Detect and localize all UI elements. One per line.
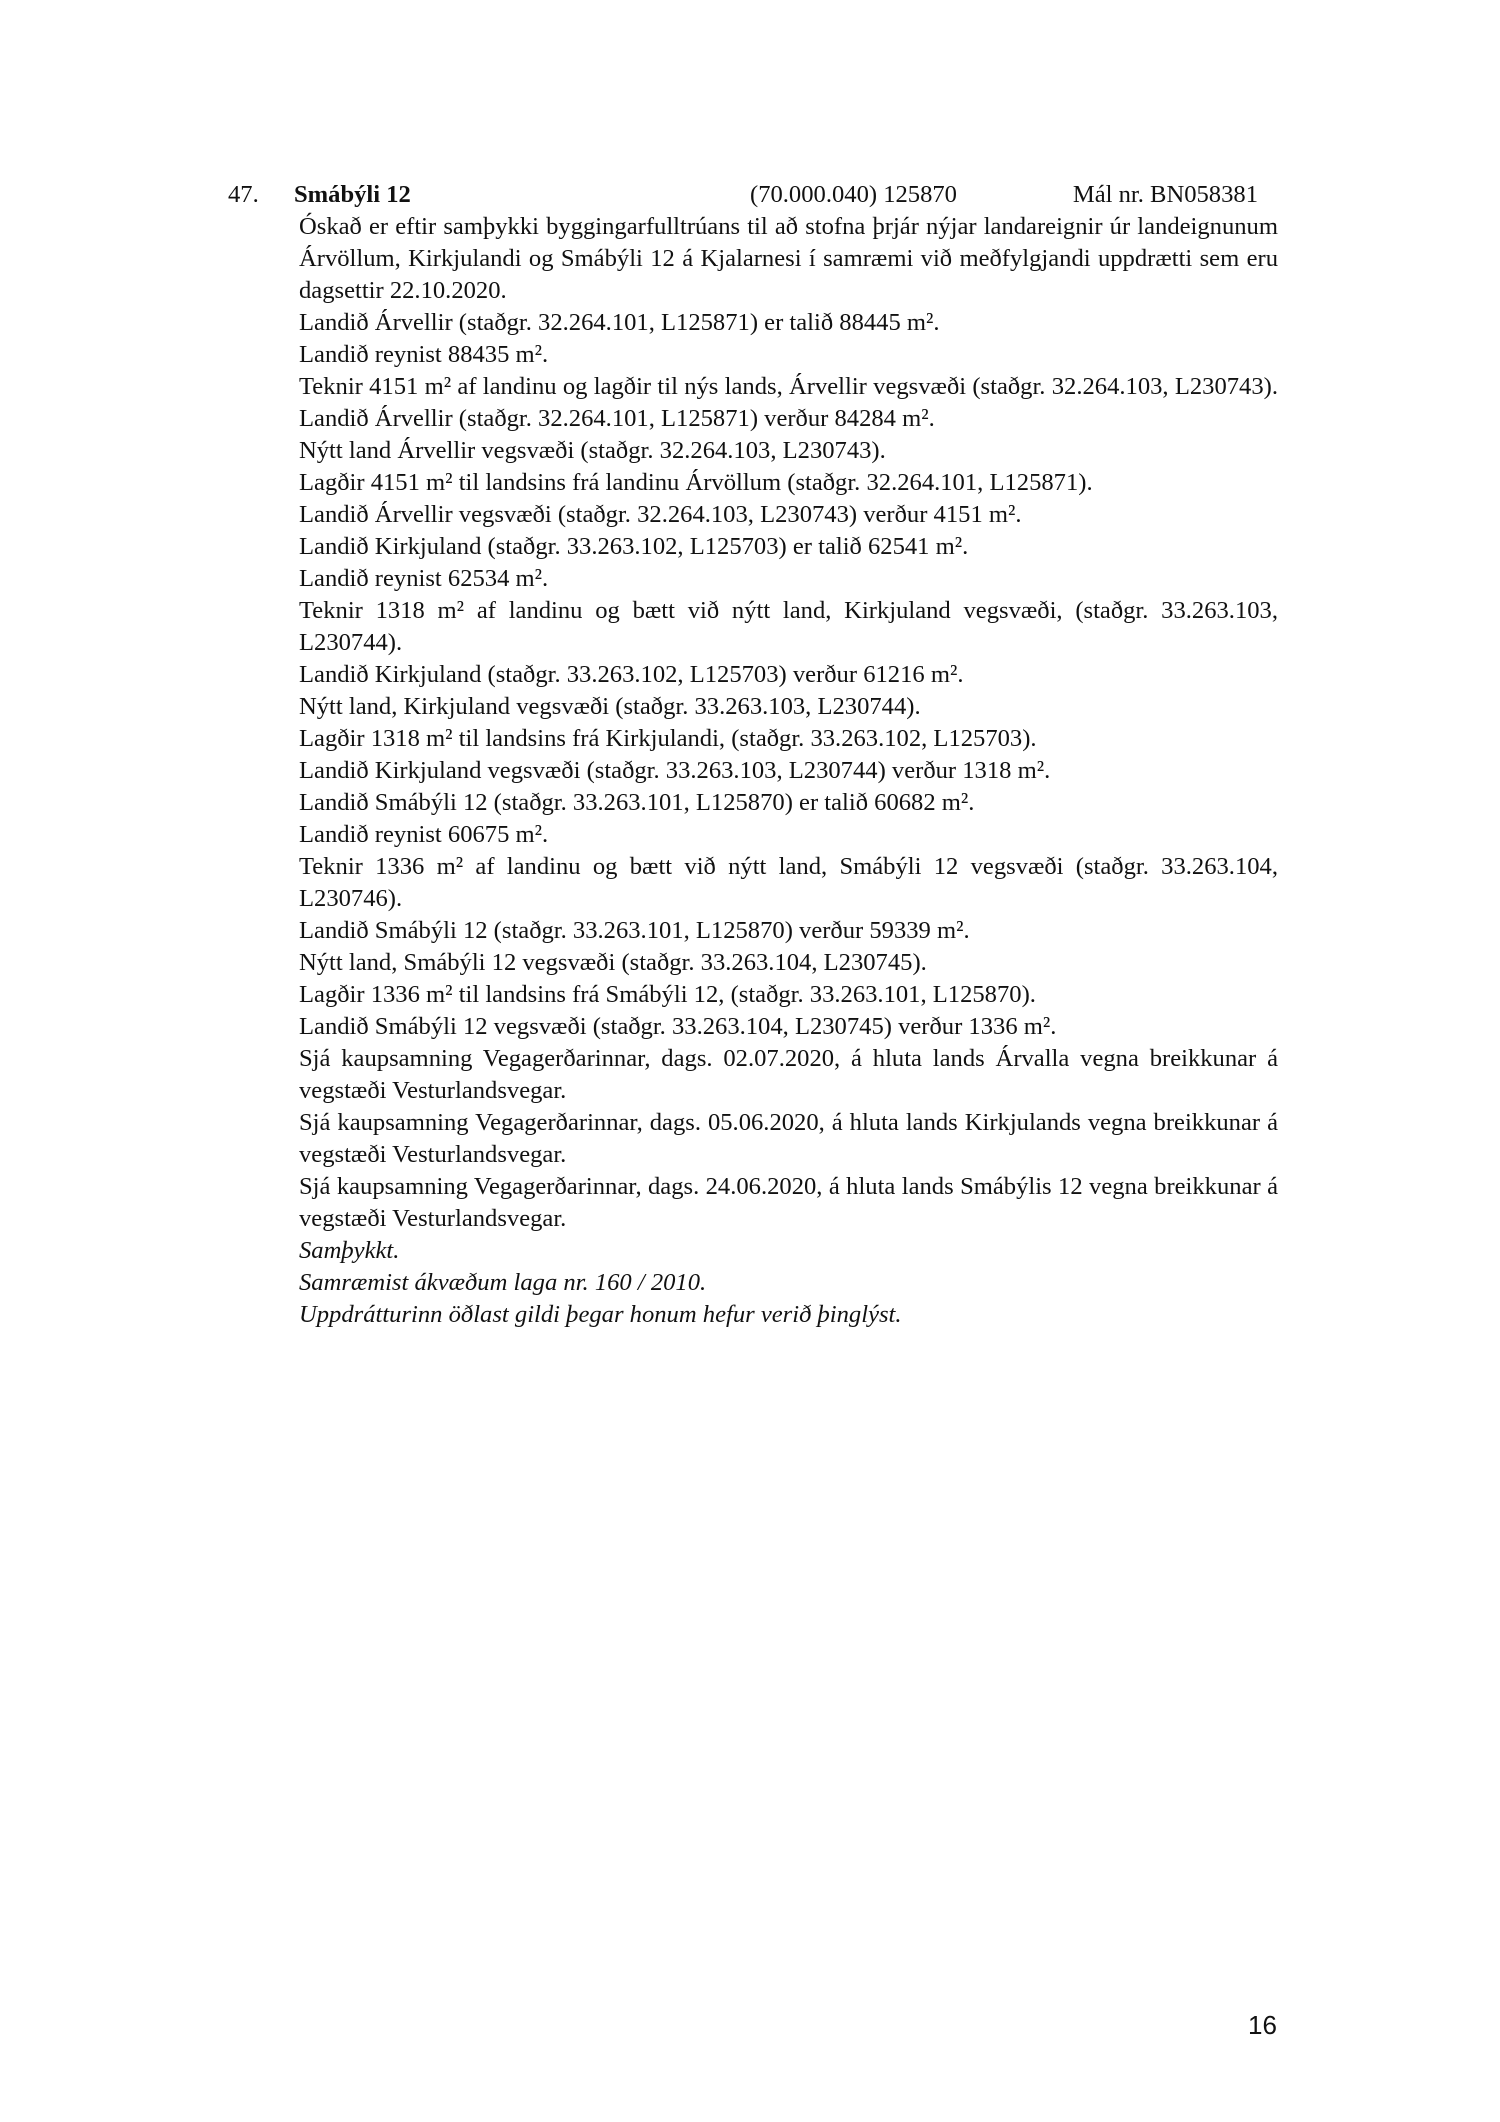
paragraph: Lagðir 4151 m² til landsins frá landinu Árvöllum (staðgr. 32.264.101, L125871). xyxy=(299,469,1093,496)
paragraph: Landið reynist 60675 m². xyxy=(299,821,549,848)
item-reference: (70.000.040) 125870 xyxy=(750,181,957,208)
paragraph: Landið reynist 88435 m². xyxy=(299,341,549,368)
paragraph: Nýtt land, Smábýli 12 vegsvæði (staðgr. 33.263.104, L230745). xyxy=(299,949,927,976)
item-header xyxy=(228,179,1278,211)
case-number: Mál nr. BN058381 xyxy=(1072,181,1258,208)
paragraph: Landið Smábýli 12 (staðgr. 33.263.101, L125870) er talið 60682 m². xyxy=(299,789,975,816)
paragraph: Teknir 1318 m² af landinu og bætt við nýtt land, Kirkjuland vegsvæði, (staðgr. 33.263.103, L230744). xyxy=(299,597,1278,656)
paragraph: Landið Smábýli 12 vegsvæði (staðgr. 33.263.104, L230745) verður 1336 m². xyxy=(299,1013,1057,1040)
paragraph: Landið Árvellir (staðgr. 32.264.101, L125871) er talið 88445 m². xyxy=(299,309,940,336)
decision-law-compliance: Samræmist ákvæðum laga nr. 160 / 2010. xyxy=(299,1269,707,1296)
paragraph: Lagðir 1318 m² til landsins frá Kirkjulandi, (staðgr. 33.263.102, L125703). xyxy=(299,725,1037,752)
paragraph: Landið Smábýli 12 (staðgr. 33.263.101, L125870) verður 59339 m². xyxy=(299,917,970,944)
agenda-item xyxy=(228,179,1278,1331)
paragraph: Sjá kaupsamning Vegagerðarinnar, dags. 02.07.2020, á hluta lands Árvalla vegna breikkunar á vegstæði Vesturlandsvegar. xyxy=(299,1045,1278,1104)
paragraph: Teknir 1336 m² af landinu og bætt við nýtt land, Smábýli 12 vegsvæði (staðgr. 33.263.104, L230746). xyxy=(299,853,1278,912)
decision-approved: Samþykkt. xyxy=(299,1237,400,1264)
paragraph: Landið Kirkjuland vegsvæði (staðgr. 33.263.103, L230744) verður 1318 m². xyxy=(299,757,1051,784)
item-title: Smábýli 12 xyxy=(294,181,411,208)
item-body xyxy=(299,211,1278,1331)
paragraph: Landið Kirkjuland (staðgr. 33.263.102, L125703) verður 61216 m². xyxy=(299,661,964,688)
paragraph: Landið Kirkjuland (staðgr. 33.263.102, L125703) er talið 62541 m². xyxy=(299,533,969,560)
item-number: 47. xyxy=(228,181,259,208)
paragraph: Nýtt land, Kirkjuland vegsvæði (staðgr. 33.263.103, L230744). xyxy=(299,693,921,720)
paragraph: Landið reynist 62534 m². xyxy=(299,565,549,592)
paragraph: Nýtt land Árvellir vegsvæði (staðgr. 32.264.103, L230743). xyxy=(299,437,886,464)
paragraph: Sjá kaupsamning Vegagerðarinnar, dags. 05.06.2020, á hluta lands Kirkjulands vegna breikkunar á vegstæði Vesturlandsvegar. xyxy=(299,1109,1278,1168)
decision-validity-note: Uppdrátturinn öðlast gildi þegar honum hefur verið þinglýst. xyxy=(299,1301,902,1328)
paragraph: Sjá kaupsamning Vegagerðarinnar, dags. 24.06.2020, á hluta lands Smábýlis 12 vegna breikkunar á vegstæði Vesturlandsvegar. xyxy=(299,1173,1278,1232)
paragraph: Lagðir 1336 m² til landsins frá Smábýli 12, (staðgr. 33.263.101, L125870). xyxy=(299,981,1036,1008)
paragraph: Teknir 4151 m² af landinu og lagðir til nýs lands, Árvellir vegsvæði (staðgr. 32.264.103, L230743). Landið Árvellir (staðgr. 32.264.101, L125871) verður 84284 m². xyxy=(299,373,1278,432)
page-number: 16 xyxy=(1248,2010,1277,2040)
paragraph: Landið Árvellir vegsvæði (staðgr. 32.264.103, L230743) verður 4151 m². xyxy=(299,501,1022,528)
paragraph: Óskað er eftir samþykki byggingarfulltrúans til að stofna þrjár nýjar landareignir úr landeignunum Árvöllum, Kirkjulandi og Smábýli 12 á Kjalarnesi í samræmi við meðfylgjandi uppdrætti sem eru dagsettir 22.10.2020. xyxy=(299,213,1278,304)
